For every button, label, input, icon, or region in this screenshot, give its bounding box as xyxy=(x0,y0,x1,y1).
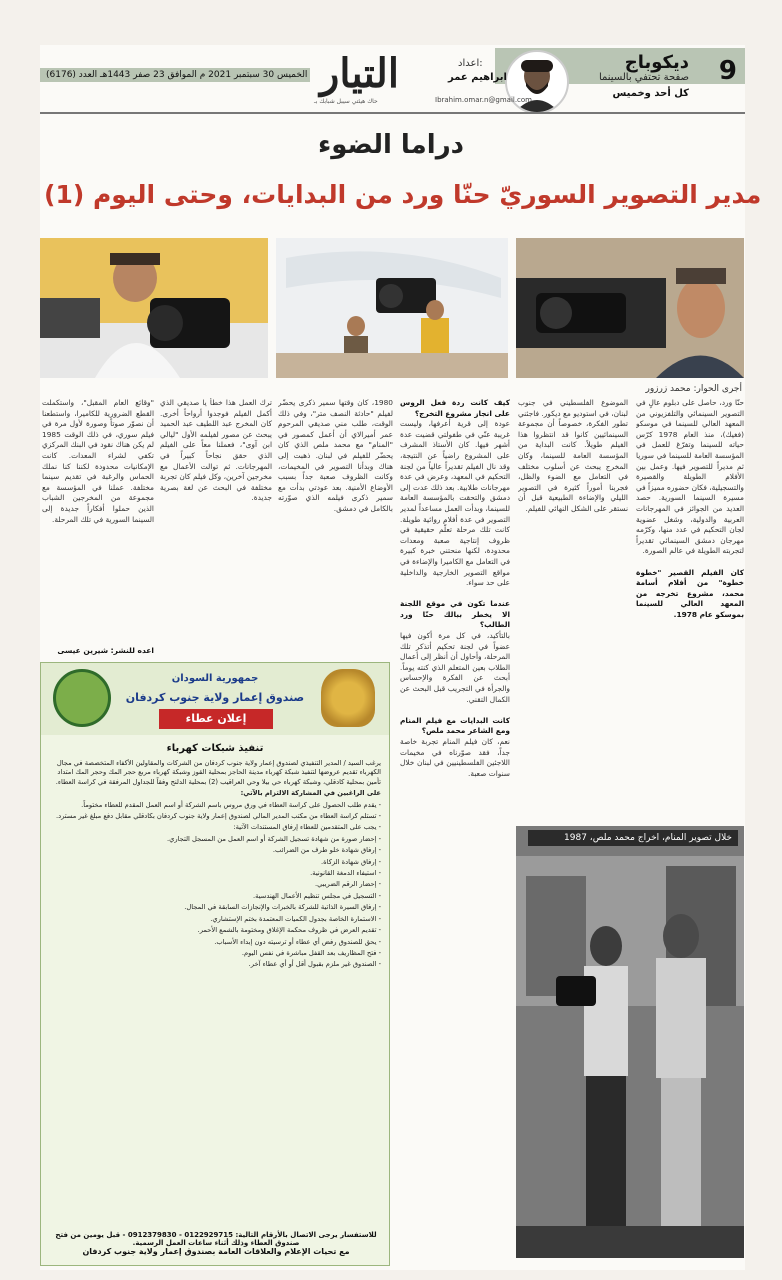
author-label: اعداد: xyxy=(458,58,483,69)
article-column-5 xyxy=(160,398,272,652)
source-note: اعده للنشر: شيرين عيسى xyxy=(57,646,154,655)
ad-requirement-item: - الاستمارة الخاصة بجدول الكميات المعتمدة بختم الإستشاري. xyxy=(210,914,381,923)
section-subtitle: صفحة تحتفي بالسينما xyxy=(598,72,689,83)
photo-caption: خلال تصوير المنام، اخراج محمد ملص، 1987 xyxy=(528,830,738,846)
section-schedule: كل أحد وخميس xyxy=(612,88,689,99)
column-3-text-c: نعم، كان فيلم المنام تجربة خاصة جداً، فقد صوّرناه في مخيمات اللاجئين الفلسطينيين في لبنان خلال سنوات صعبة. xyxy=(400,737,510,778)
column-2-text: الموضوع الفلسطيني في جنوب لبنان، في استوديو مع ديكور. فاجئني تطور الفكرة، خصوصاً أن مجموعة السينمائيين كانوا قد انتظروا هذا الفيلم طويلاً. كانت البداية من المؤسسة العامة للسينما، وكان المخرج يبحث عن أسلوب مختلف في التعامل مع الضوء والظل، فجربنا أموراً كثيرة في التصوير الليلي والإضاءة الطبيعية قبل أن نستقر على الشكل النهائي للفيلم. xyxy=(518,398,628,513)
column-3-question-3: كانت البدايات مع فيلم المنام ومع الشاعر محمد ملص؟ xyxy=(400,715,510,736)
page-header xyxy=(40,48,745,110)
column-3-question-2: عندما تكون في موقع اللجنة الا يخطر ببالك حنّا ورد الطالب؟ xyxy=(400,599,510,630)
ad-requirement-item: - تستلم كراسة العطاء من مكتب المدير المالي لصندوق إعمار ولاية جنوب كردفان بكادقلي مقابل دفع مبلغ غير مسترد. xyxy=(56,812,381,821)
ad-body xyxy=(51,759,381,1229)
ad-requirements-list xyxy=(51,801,381,970)
ad-title: تنفيذ شبكات كهرباء xyxy=(166,743,264,754)
article-column-1 xyxy=(636,398,744,798)
ad-requirement-item: - إحضار صورة من شهادة تسجيل الشركة أو اسم العمل من المسجل التجاري. xyxy=(167,834,381,843)
ad-requirement-item: - إرفاق السيرة الذاتية للشركة بالخبرات والإنجازات السابقة في المجال. xyxy=(184,903,381,912)
issue-date: الخميس 30 سبتمبر 2021 م الموافق 23 صفر 1443هـ العدد (6176) xyxy=(46,70,308,80)
header-divider xyxy=(40,112,745,114)
ad-requirement-item: - يجب على المتقدمين للعطاء إرفاق المستندات الآتية: xyxy=(233,823,381,832)
photo-on-set-1987 xyxy=(516,826,744,1258)
column-3-text-b: بالتأكيد، في كل مرة أكون فيها عضواً في لجنة تحكيم أتذكر تلك المرحلة، وأحاول أن أنظر إلى أعمال الطلاب بعين المتعلم الذي كنته يوماً. أبحث عن الفكرة والإحساس والجرأة في التجريب قبل البحث عن الكمال التقني. xyxy=(400,631,510,704)
page-number: 9 xyxy=(718,56,737,86)
article-column-2 xyxy=(518,398,628,798)
author-email: Ibrahim.omar.n@gmail.com xyxy=(435,96,533,104)
author-name: ابراهيم عمر xyxy=(448,72,507,83)
column-1-text: حنّا ورد، حاصل على دبلوم عالٍ في التصوير السينمائي والتلفزيوني من المعهد العالي للسينما في موسكو (فغيك)، منذ العام 1978 كرّس حياته للسينما وتفرّغ للعمل في المؤسسة العامة للسينما في سوريا ثم مديراً للتصوير فيها. وعمل بين الأفلام الطويلة والقصيرة والتسجيلية، فكان حضوره مميزاً في مسيرة السينما السورية. حصد العديد من الجوائز في المهرجانات العربية والدولية، وشغل عضوية لجان التحكيم في عدد منها، وكرّمه مهرجان دمشق السينمائي تقديراً لتجربته الطويلة في عالم الصورة. xyxy=(636,398,744,556)
ad-requirement-item: - تقديم العرض في ظروف محكمة الإغلاق ومختومة بالشمع الأحمر. xyxy=(197,926,381,935)
ad-requirement-item: - الصندوق غير ملزم بقبول أقل أو أي عطاء آخر. xyxy=(248,960,381,969)
section-title: ديكوباج xyxy=(624,52,689,73)
newspaper-logo: التيار xyxy=(320,50,399,97)
column-1-question: كان الفيلم القصير "خطوة خطوة" من أفلام أسامة محمد، مشروع تخرجه من المعهد العالي للسينما بموسكو عام 1978. xyxy=(636,567,744,619)
article-headline: مدير التصوير السوريّ حنّا ورد من البدايات، وحتى اليوم (1) xyxy=(44,180,762,209)
ad-requirements-title: على الراغبين في المشاركة الالتزام بالآتي: xyxy=(240,789,381,798)
ad-requirement-item: - إرفاق شهادة الزكاة. xyxy=(321,857,381,866)
ad-fund-name: صندوق إعمار ولاية جنوب كردفان xyxy=(125,691,305,704)
article-column-6 xyxy=(42,398,154,652)
photo-film-crew-boat xyxy=(276,238,508,378)
photo-cinematographer-camera xyxy=(40,238,268,378)
interview-credit: أجرى الحوار: محمد زرزور xyxy=(645,384,742,394)
ad-requirement-item: - استيفاء الدمغة القانونية. xyxy=(310,869,381,878)
column-3-text: عودة إلى قرية أعرفها، وليست غريبة عنّي في طفولتي قضيت عدة أشهر فيها. كان الأستاذ المشرف على المشروع راضياً عن النتيجة، وقد نال الفيلم تقديراً عالياً من لجنة التحكيم في المعهد، وعرض في عدة مهرجانات طلابية. بعد ذلك عدت إلى دمشق والتحقت بالمؤسسة العامة للسينما، وبدأت العمل مساعداً لمدير التصوير في عدة أفلام روائية طويلة. كانت تلك مرحلة تعلّم حقيقية في ظروف إنتاجية صعبة ومعدات محدودة، لكنها منحتني خبرة كبيرة في التعامل مع الكاميرا والإضاءة في مواقع التصوير الخارجية والداخلية على حد سواء. xyxy=(400,419,510,588)
column-3-question-1: كيف كانت ردة فعل الروس على انجاز مشروع التخرج؟ xyxy=(400,398,510,418)
article-kicker: دراما الضوء xyxy=(317,130,465,160)
ad-requirement-item: - فتح المظاريف بعد القفل مباشرة في نفس اليوم. xyxy=(241,948,381,957)
ad-requirement-item: - التسجيل في مجلس تنظيم الأعمال الهندسية. xyxy=(253,891,381,900)
author-avatar xyxy=(505,50,569,114)
ad-republic: جمهورية السودان xyxy=(171,673,259,684)
article-column-4 xyxy=(278,398,393,652)
ad-requirement-item: - يقدم طلب الحصول على كراسة العطاء في ورق مروس باسم الشركة أو اسم العمل المقدم للعطاء مختوماً. xyxy=(81,800,381,809)
logo-tagline: حاك هيئتي سيبل شبابك بـ xyxy=(314,98,378,105)
column-6-text: "وقائع العام المقبل"، واستكملت القطع الضرورية للكاميرا، واستطعنا أن نصوّر صوتاً وصورة لأول مرة في فيلم سوري، في ذلك الوقت 1985 لم يكن هناك نقود في البنك المركزي تكفي لشراء المعدات. كانت الإمكانيات محدودة لكننا كنا نملك الحماس والرغبة في تقديم سينما مختلفة. عملنا في المؤسسة مع مجموعة من المخرجين الشباب الذين حملوا أفكاراً جديدة إلى السينما السورية في تلك المرحلة. xyxy=(42,398,154,524)
ad-banner: إعلان عطاء xyxy=(159,709,273,729)
ad-intro: يرغب السيد / المدير التنفيذي لصندوق إعمار ولاية جنوب كردفان من الشركات والمقاولين الأكفاء المتخصصة في مجال الكهرباء تقديم عروضها لتنفيذ شبكة كهرباء مدينة الحاجز بمحلية القوز وشبكة كهرباء مربع حجر المك وحجر المك امتداد تأمين بمحلية كادقلي، وشبكة كهرباء حي بيلا وحي العراقيب (2) بمحلية الدلنج وفقاً للجداول المرفقة في كراسة العطاء. xyxy=(55,759,381,786)
ad-requirement-item: - يحق للصندوق رفض أي عطاء أو ترسيته دون إبداء الأسباب. xyxy=(214,937,381,946)
article-column-3 xyxy=(400,398,510,1268)
ad-footer: مع تحيات الإعلام والعلاقات العامة بصندوق إعمار ولاية جنوب كردفان xyxy=(82,1247,350,1256)
ad-requirement-item: - إحضار الرقم الضريبي. xyxy=(314,880,381,889)
column-5-text: ترك العمل هذا خطأ يا صديقي الذي أكمل الفيلم فوجدوا أرواحاً أخرى. كان المخرج عبد اللطيف عبد الحميد يبحث عن مصور لفيلمه الأول "ليالي ابن آوى"، فعملنا معاً على الفيلم الذي حقق نجاحاً كبيراً في المهرجانات. ثم توالت الأعمال مع مخرجين آخرين، وكل فيلم كان تجربة مختلفة في البحث عن لغة بصرية جديدة. xyxy=(160,398,272,503)
tender-advertisement xyxy=(40,662,390,1266)
ad-contact: للاستفسار يرجى الاتصال بالأرقام التالية: 0122929715 - 0912379830 - قبل يومين من فتح صندوق العطاء وذلك أثناء ساعات العمل الرسمية. xyxy=(55,1231,377,1247)
ad-requirement-item: - إرفاق شهادة خلو طرف من الضرائب. xyxy=(272,846,381,855)
column-4-text: 1980، كان وقتها سمير ذكرى يحضّر لفيلم "حادثة النصف متر"، وفي ذلك الوقت، طلب مني صديقي المرحوم عمر أميرالاي أن أعمل كمصور في "المنام" مع محمد ملص الذي كان يحضّر للفيلم في لبنان. ذهبت إلى هناك وبدأنا التصوير في المخيمات، وكانت الظروف صعبة جداً بسبب الأوضاع الأمنية. بعد عودتي بدأت مع سمير ذكرى فيلمه الذي صوّرته بالكامل في دمشق. xyxy=(278,398,393,513)
photo-cameraman-portrait xyxy=(516,238,744,378)
